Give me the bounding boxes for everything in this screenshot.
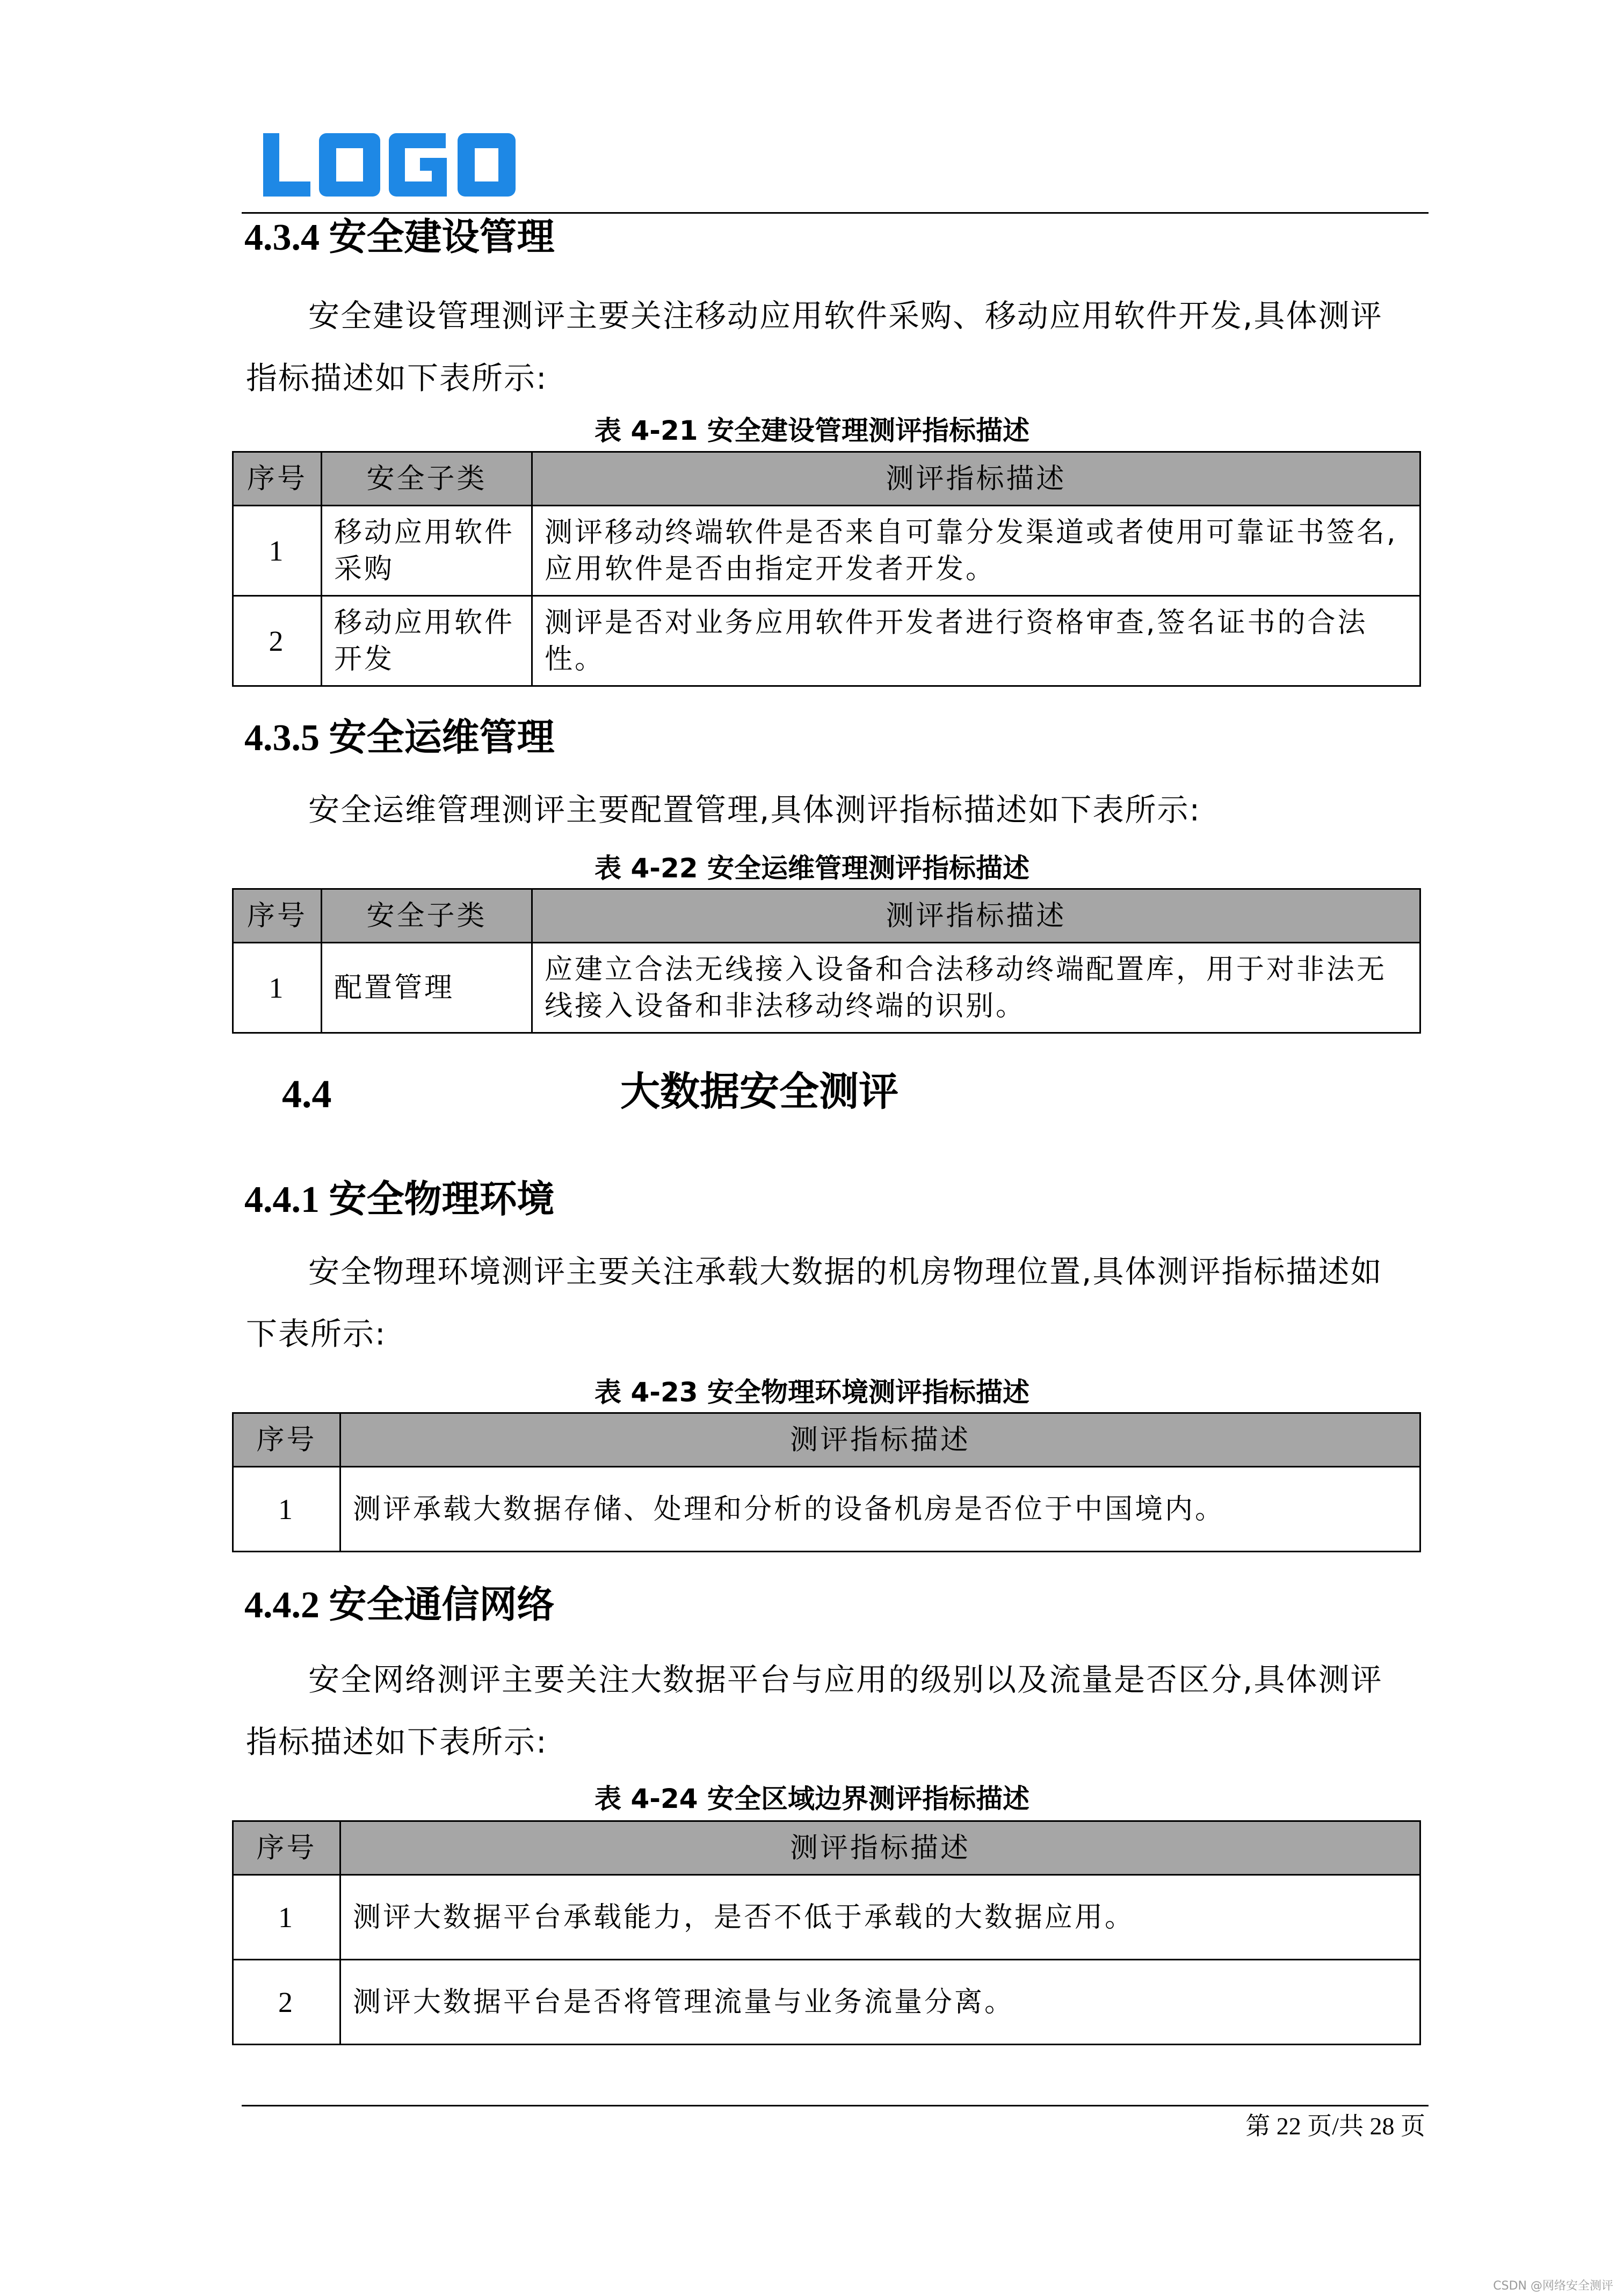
header-cell: 安全子类 (322, 452, 532, 506)
table-row (233, 1875, 1420, 1960)
section-intro-435: 安全运维管理测评主要配置管理,具体测评指标描述如下表所示: (308, 791, 1201, 828)
row-description: 测评承载大数据存储、处理和分析的设备机房是否位于中国境内。 (340, 1467, 1420, 1552)
page-number: 第 22 页/共 28 页 (1245, 2112, 1425, 2140)
section-intro-434: 安全建设管理测评主要关注移动应用软件采购、移动应用软件开发,具体测评指标描述如下表所示: (246, 297, 1383, 396)
chapter-number: 4.4 (282, 1072, 332, 1116)
row-description: 测评大数据平台承载能力，是否不低于承载的大数据应用。 (340, 1875, 1420, 1960)
company-logo (263, 133, 516, 197)
table-caption-4-23: 表 4-23 安全物理环境测评指标描述 (595, 1377, 1030, 1408)
row-number: 1 (233, 1467, 340, 1552)
chapter-title: 大数据安全测评 (620, 1069, 898, 1115)
row-number: 2 (233, 1960, 340, 2045)
row-description: 测评是否对业务应用软件开发者进行资格审查,签名证书的合法性。 (532, 596, 1420, 686)
table-row (233, 1960, 1420, 2045)
header-cell: 测评指标描述 (532, 889, 1420, 943)
row-number: 2 (233, 596, 322, 686)
section-heading-442: 4.4.2 安全通信网络 (244, 1585, 555, 1626)
row-description: 测评移动终端软件是否来自可靠分发渠道或者使用可靠证书签名,应用软件是否由指定开发者开发。 (532, 506, 1420, 596)
table-row (233, 943, 1420, 1033)
section-intro-442: 安全网络测评主要关注大数据平台与应用的级别以及流量是否区分,具体测评指标描述如下表所示: (246, 1661, 1383, 1760)
header-cell: 测评指标描述 (340, 1413, 1420, 1467)
header-cell: 测评指标描述 (532, 452, 1420, 506)
table-row (233, 506, 1420, 596)
table-4-21 (232, 451, 1421, 687)
header-cell: 安全子类 (322, 889, 532, 943)
row-subcategory: 移动应用软件开发 (322, 596, 532, 686)
row-description: 应建立合法无线接入设备和合法移动终端配置库，用于对非法无线接入设备和非法移动终端的识别。 (532, 943, 1420, 1033)
table-row (233, 596, 1420, 686)
table-caption-4-22: 表 4-22 安全运维管理测评指标描述 (595, 853, 1030, 884)
header-cell: 序号 (233, 1413, 340, 1467)
table-caption-4-24: 表 4-24 安全区域边界测评指标描述 (595, 1783, 1030, 1814)
section-intro-441: 安全物理环境测评主要关注承载大数据的机房物理位置,具体测评指标描述如下表所示: (246, 1253, 1383, 1352)
section-heading-434: 4.3.4 安全建设管理 (244, 217, 555, 258)
header-cell: 序号 (233, 889, 322, 943)
header-cell: 序号 (233, 452, 322, 506)
table-4-24 (232, 1820, 1421, 2045)
section-heading-441: 4.4.1 安全物理环境 (244, 1179, 555, 1220)
table-4-22 (232, 888, 1421, 1034)
table-4-23 (232, 1412, 1421, 1552)
row-number: 1 (233, 506, 322, 596)
watermark: CSDN @网络安全测评 (1493, 2279, 1613, 2293)
section-heading-435: 4.3.5 安全运维管理 (244, 717, 555, 759)
row-number: 1 (233, 1875, 340, 1960)
table-row (233, 1467, 1420, 1552)
header-cell: 测评指标描述 (340, 1821, 1420, 1875)
row-subcategory: 移动应用软件采购 (322, 506, 532, 596)
row-subcategory: 配置管理 (322, 943, 532, 1033)
footer-rule (242, 2105, 1429, 2106)
table-caption-4-21: 表 4-21 安全建设管理测评指标描述 (595, 415, 1030, 446)
row-description: 测评大数据平台是否将管理流量与业务流量分离。 (340, 1960, 1420, 2045)
header-cell: 序号 (233, 1821, 340, 1875)
row-number: 1 (233, 943, 322, 1033)
